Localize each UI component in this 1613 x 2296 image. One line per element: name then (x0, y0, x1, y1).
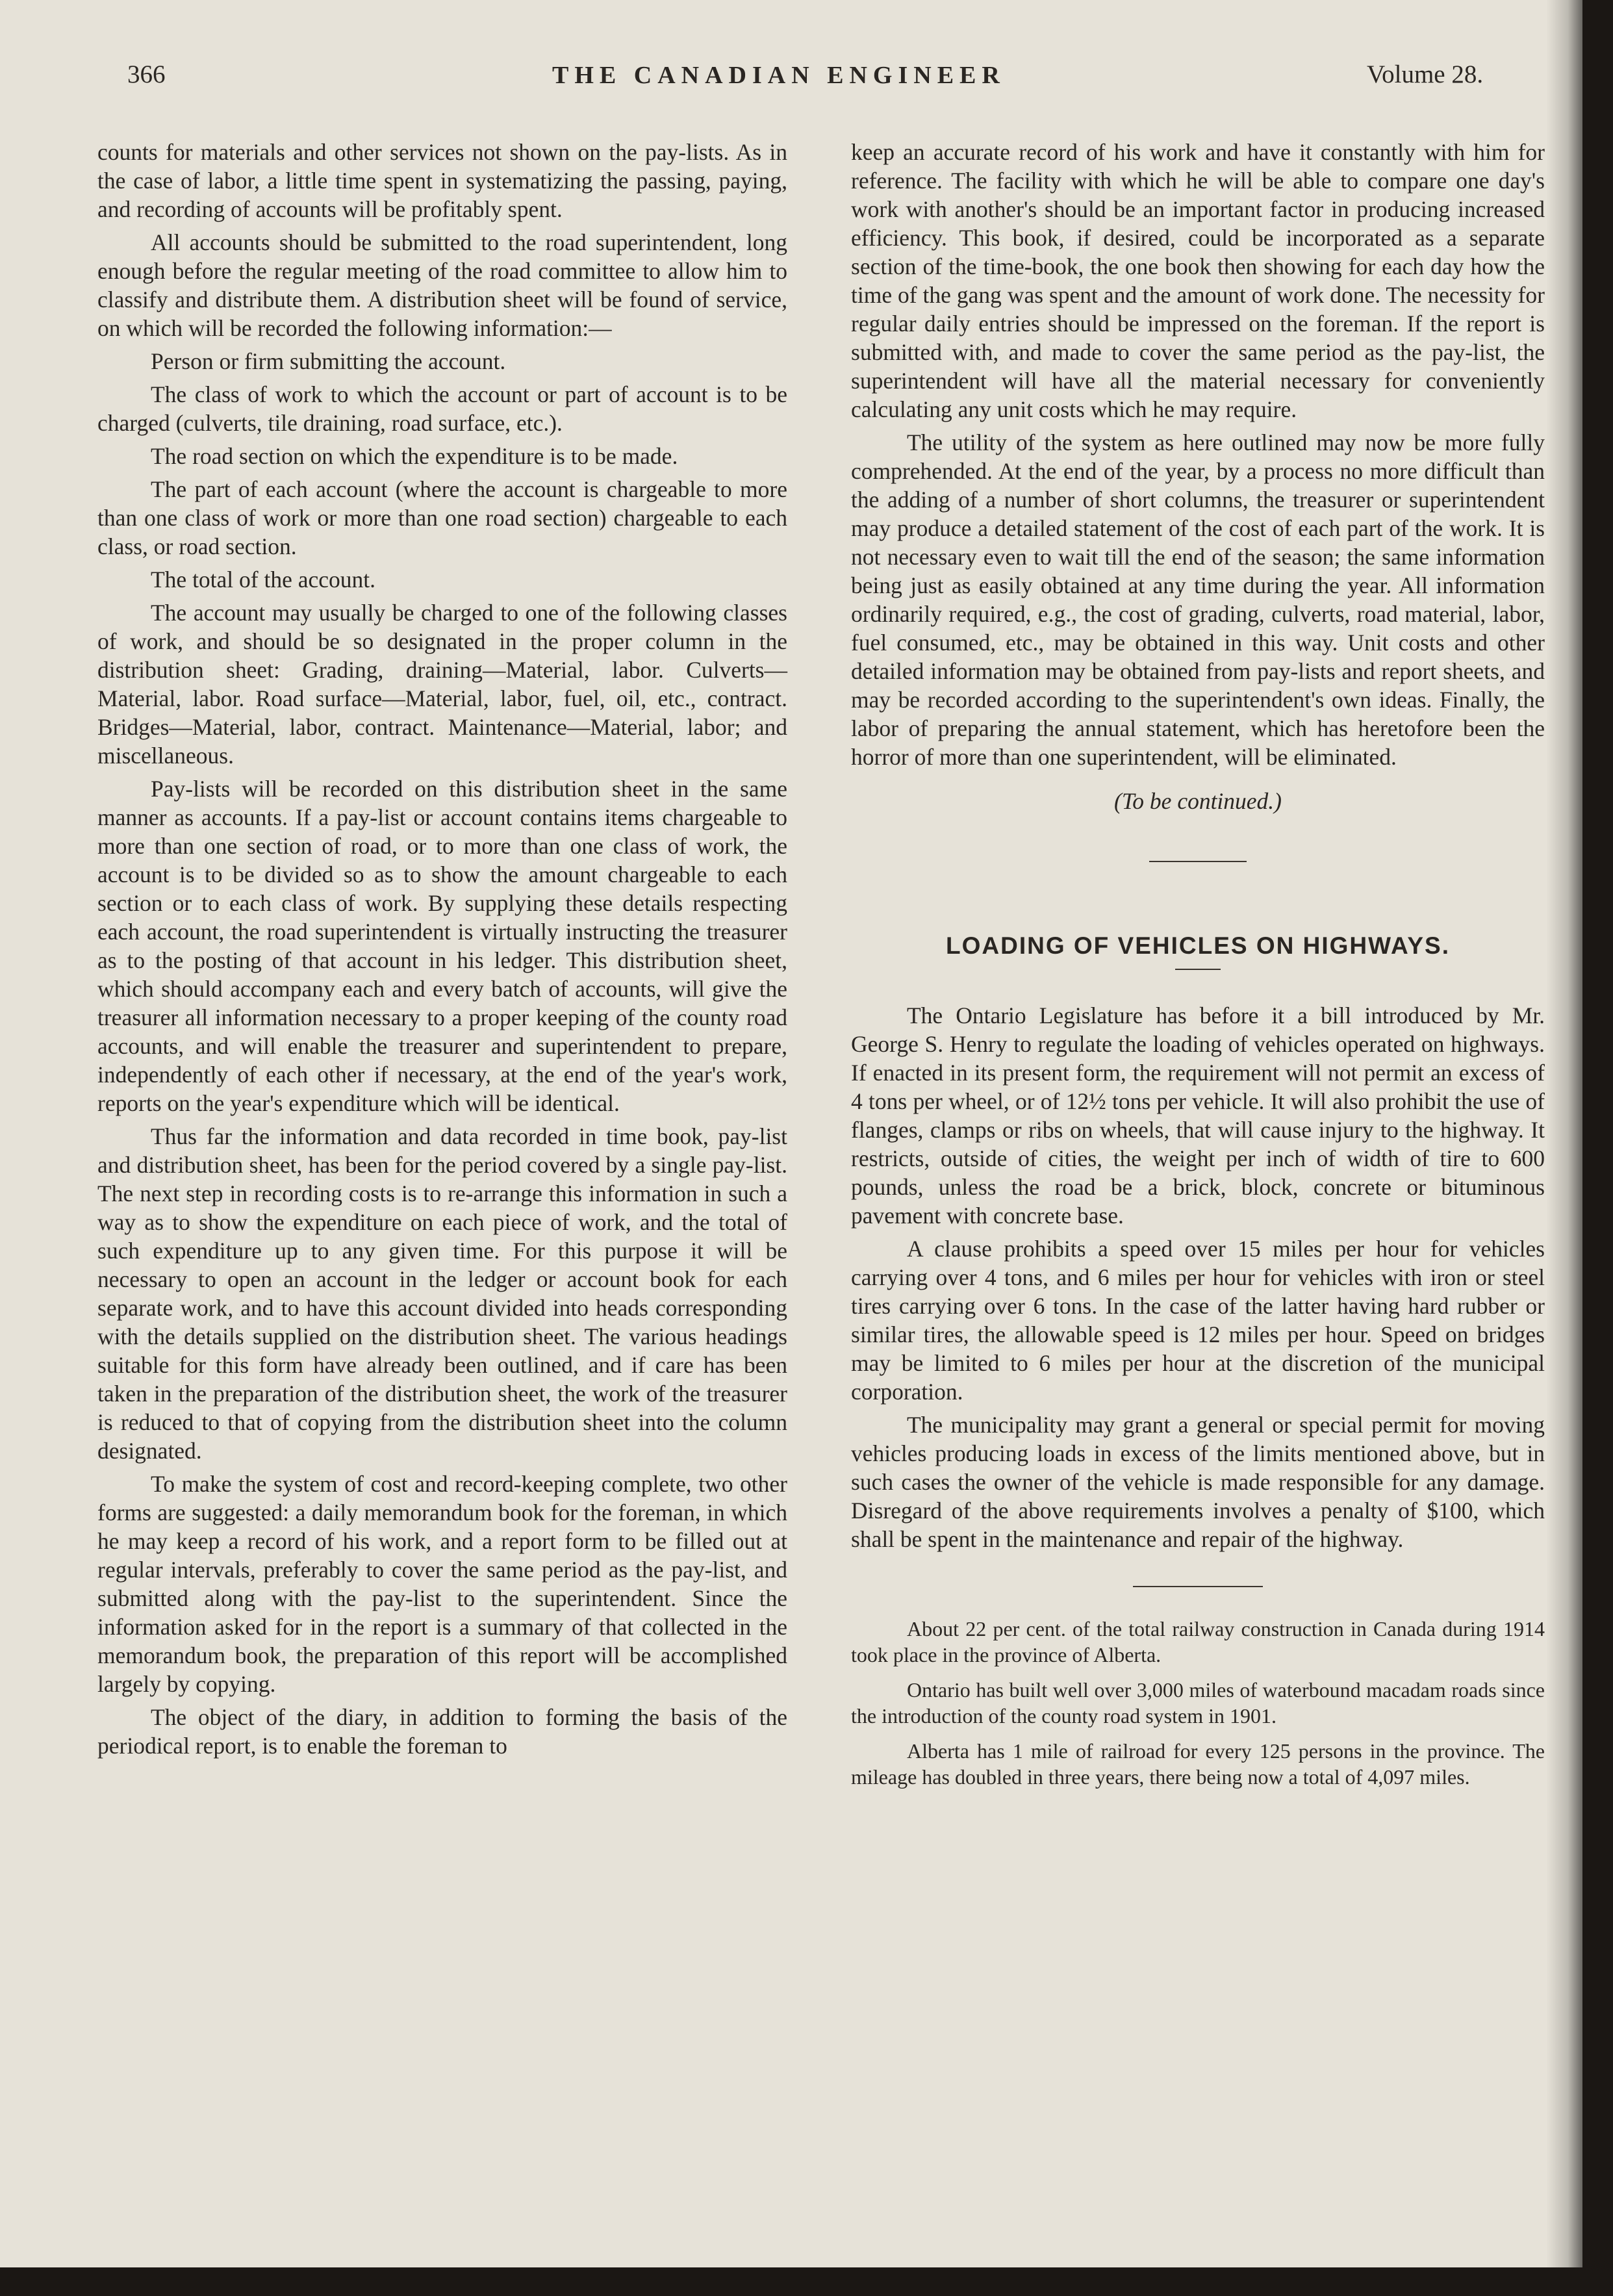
paragraph: keep an accurate record of his work and have it constantly with him for reference. The facility with which he will be able to compare one day's work with another's should be an important factor in producing increased efficiency. This book, if desired, could be incorporated as a separate section of the time-book, the one book then showing for each day how the time of the gang was spent and the amount of work done. The necessity for regular daily entries should be impressed on the foreman. If the report is submitted with, and made to cover the same period as the pay-list, the superintendent will have all the material necessary for conveniently calculating any unit costs which he may require. (851, 139, 1545, 422)
right-column (851, 138, 1545, 1799)
paragraph: The object of the diary, in addition to forming the basis of the periodical report, is to enable the foreman to (97, 1704, 787, 1759)
continued-note: (To be continued.) (1114, 788, 1282, 814)
publication-title: THE CANADIAN ENGINEER (552, 62, 1006, 89)
paragraph: The road section on which the expenditure is to be made. (151, 443, 678, 469)
paragraph: Person or firm submitting the account. (151, 348, 506, 374)
news-note: About 22 per cent. of the total railway construction in Canada during 1914 took place in the province of Alberta. (851, 1617, 1545, 1666)
paragraph: The part of each account (where the account is chargeable to more than one class of work or more than one road section) chargeable to each class, or road section. (97, 476, 787, 559)
article-paragraph: A clause prohibits a speed over 15 miles per hour for vehicles carrying over 4 tons, and 6 miles per hour for vehicles with iron or steel tires carrying over 6 tons. In the case of the latter having hard rubber or similar tires, the allowable speed is 12 miles per hour. Speed on bridges may be limited to 6 miles per hour at the discretion of the municipal corporation. (851, 1236, 1545, 1405)
paragraph: counts for materials and other services not shown on the pay-lists. As in the case of labor, a little time spent in systematizing the passing, paying, and recording of accounts will be profitably spent. (97, 139, 787, 222)
volume-label: Volume 28. (1367, 60, 1484, 88)
paragraph: All accounts should be submitted to the road superintendent, long enough before the regular meeting of the road committee to allow him to classify and distribute them. A distribution sheet will be found of service, on which will be recorded the following information:— (97, 229, 787, 341)
section-divider (1149, 861, 1247, 862)
news-note: Alberta has 1 mile of railroad for every 125 persons in the province. The mileage has doubled in three years, there being now a total of 4,097 miles. (851, 1739, 1545, 1789)
paragraph: The utility of the system as here outlined may now be more fully comprehended. At the end of the year, by a process no more difficult than the adding of a number of short columns, the treasurer or superintendent may produce a detailed statement of the cost of each part of the work. It is not necessary even to wait till the end of the season; the same information being just as easily obtained at any time during the year. All information ordinarily required, e.g., the cost of grading, culverts, road material, labor, fuel consumed, etc., may be obtained in this way. Unit costs and other detailed information may be obtained from pay-lists and report sheets, and may be recorded according to the superintendent's own ideas. Finally, the labor of preparing the annual statement, which has heretofore been the horror of more than one superintendent, will be eliminated. (851, 429, 1545, 770)
left-column (97, 138, 787, 1765)
paragraph: The class of work to which the account or part of account is to be charged (culverts, tile draining, road surface, etc.). (97, 381, 787, 436)
article-paragraph: The Ontario Legislature has before it a bill introduced by Mr. George S. Henry to regulate the loading of vehicles operated on highways. If enacted in its present form, the requirement will not permit an excess of 4 tons per wheel, or of 12½ tons per vehicle. It will also prohibit the use of flanges, clamps or ribs on wheels, that will cause injury to the highway. It restricts, outside of cities, the weight per inch of width of tire to 600 pounds, unless the road be a brick, block, concrete or bituminous pavement with concrete base. (851, 1002, 1545, 1229)
page-number: 366 (127, 60, 166, 88)
paragraph: Thus far the information and data recorded in time book, pay-list and distribution sheet, has been for the period covered by a single pay-list. The next step in recording costs is to re-arrange this information in such a way as to show the expenditure on each piece of work, and the total of such expenditure up to any given time. For this purpose it will be necessary to open an account in the ledger or account book for each separate work, and to have this account divided into heads corresponding with the details supplied on the distribution sheet. The various headings suitable for this form have already been outlined, and if care has been taken in the preparation of the distribution sheet, the work of the treasurer is reduced to that of copying from the distribution sheet into the column designated. (97, 1123, 787, 1464)
news-note: Ontario has built well over 3,000 miles of waterbound macadam roads since the introduction of the county road system in 1901. (851, 1678, 1545, 1728)
title-rule (1175, 969, 1221, 970)
paragraph: The account may usually be charged to one of the following classes of work, and should be so designated in the proper column in the distribution sheet: Grading, draining—Material, labor. Culverts—Material, labor. Road surface—Material, labor, fuel, oil, etc., contract. Bridges—Material, labor, contract. Maintenance—Material, labor; and miscellaneous. (97, 600, 787, 769)
paragraph: The total of the account. (151, 567, 375, 593)
article-title: LOADING OF VEHICLES ON HIGHWAYS. (946, 932, 1450, 959)
article-paragraph: The municipality may grant a general or special permit for moving vehicles producing loads in excess of the limits mentioned above, but in such cases the owner of the vehicle is made responsible for any damage. Disregard of the above requirements involves a penalty of $100, which shall be spent in the maintenance and repair of the highway. (851, 1412, 1545, 1552)
running-header (0, 60, 1582, 105)
notes-divider (1133, 1586, 1263, 1587)
paragraph: Pay-lists will be recorded on this distribution sheet in the same manner as accounts. If a pay-list or account contains items chargeable to more than one section of road, or to more than one class of work, the account is to be divided so as to show the amount chargeable to each section or to each class of work. By supplying these details respecting each account, the road superintendent is virtually instructing the treasurer as to the posting of that account in his ledger. This distribution sheet, which should accompany each and every batch of accounts, will give the treasurer all information necessary to a proper keeping of the county road accounts, and will enable the treasurer and superintendent to prepare, independently of each other if necessary, at the end of the year's work, reports on the year's expenditure which will be identical. (97, 776, 787, 1116)
paragraph: To make the system of cost and record-keeping complete, two other forms are suggested: a daily memorandum book for the foreman, in which he may keep a record of his work, and a report form to be filled out at regular intervals, preferably to cover the same period as the pay-list, and submitted along with the pay-list to the superintendent. Since the information asked for in the report is a summary of that collected in the memorandum book, the preparation of this report will be accomplished largely by copying. (97, 1471, 787, 1697)
page-fold-shadow (1546, 0, 1582, 2267)
